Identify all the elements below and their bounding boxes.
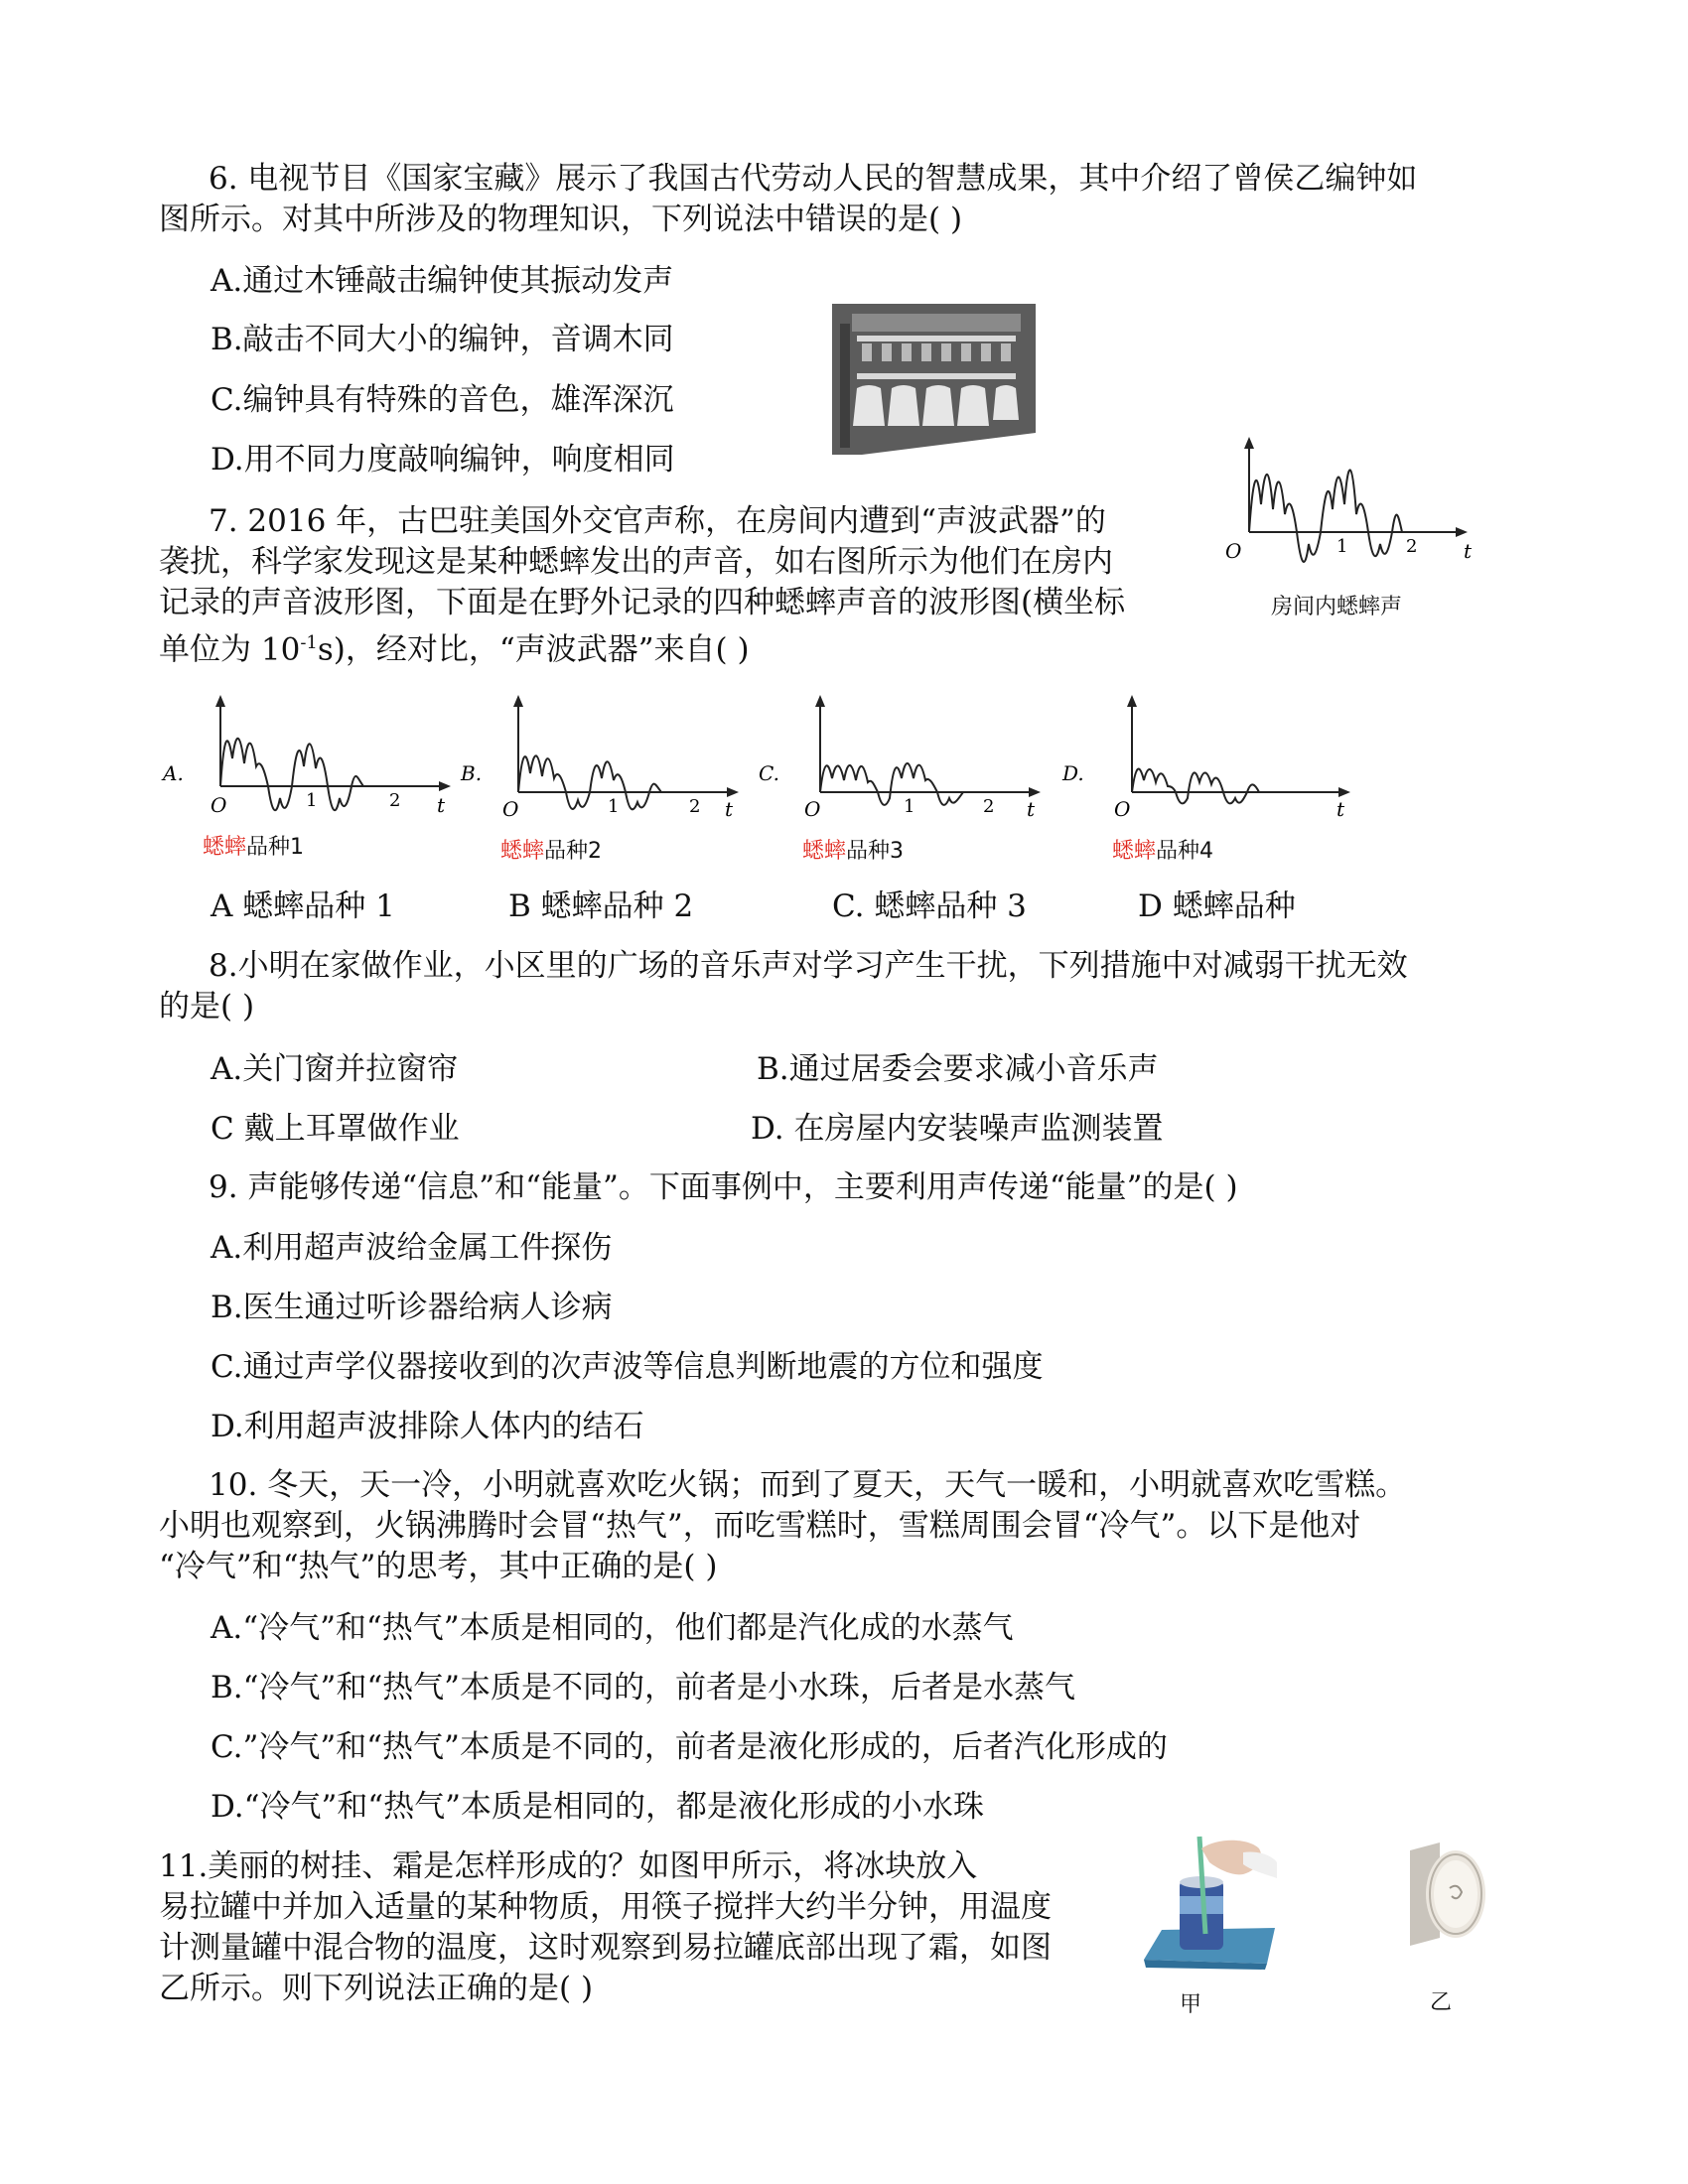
q8-line1: 8.小明在家做作业，小区里的广场的音乐声对学习产生干扰，下列措施中对减弱干扰无效 xyxy=(209,948,1408,984)
room-waveform-graph xyxy=(1219,435,1477,574)
wave-c-label-black: 品种3 xyxy=(846,839,905,864)
fig-right-label: 乙 xyxy=(1430,1990,1453,2015)
q10-option-d: D.“冷气”和“热气”本质是相同的，都是液化形成的小水珠 xyxy=(211,1789,984,1825)
q8-option-b: B.通过居委会要求减小音乐声 xyxy=(757,1051,1159,1087)
room-wave-label: 房间内蟋蟀声 xyxy=(1271,595,1403,619)
room-tick1: 1 xyxy=(1336,536,1348,557)
wave-d-origin: O xyxy=(1114,797,1131,818)
wave-b-label-black: 品种2 xyxy=(544,839,603,864)
q7-line4-post: s)，经对比，“声波武器”来自( ) xyxy=(317,631,750,668)
q6-line2: 图所示。对其中所涉及的物理知识，下列说法中错误的是( ) xyxy=(159,202,963,237)
q9-option-c: C.通过声学仪器接收到的次声波等信息判断地震的方位和强度 xyxy=(211,1349,1044,1385)
chime-bells-photo xyxy=(832,304,1036,455)
wave-c-axis: t xyxy=(1027,797,1036,818)
q7-option-c: C. 蟋蟀品种 3 xyxy=(832,888,1027,924)
q8-option-d: D. 在房屋内安装噪声监测装置 xyxy=(751,1111,1164,1147)
wave-d-label-red: 蟋蟀 xyxy=(1112,839,1157,864)
q7-line4 xyxy=(159,623,750,669)
q7-option-a: A 蟋蟀品种 1 xyxy=(211,888,395,924)
q8-line2: 的是( ) xyxy=(159,989,255,1024)
q6-line1: 6. 电视节目《国家宝藏》展示了我国古代劳动人民的智慧成果，其中介绍了曾侯乙编钟如 xyxy=(209,161,1418,197)
q7-option-d: D 蟋蟀品种 xyxy=(1138,888,1296,924)
q10-line1: 10. 冬天，天一冷，小明就喜欢吃火锅；而到了夏天，天气一暖和，小明就喜欢吃雪糕。 xyxy=(209,1467,1407,1503)
q7-line3: 记录的声音波形图，下面是在野外记录的四种蟋蟀声音的波形图(横坐标 xyxy=(159,585,1126,620)
q11-line2: 易拉罐中并加入适量的某种物质，用筷子搅拌大约半分钟，用温度 xyxy=(159,1889,1052,1925)
wave-c-label xyxy=(802,834,904,865)
wave-d-label xyxy=(1112,834,1213,865)
q9-option-a: A.利用超声波给金属工件探伤 xyxy=(211,1230,613,1266)
wave-a-label-black: 品种1 xyxy=(246,835,305,860)
wave-a-letter: A. xyxy=(163,761,184,785)
q11-line4: 乙所示。则下列说法正确的是( ) xyxy=(159,1971,594,2006)
wave-c-origin: O xyxy=(804,797,821,818)
q7-line4-sup: -1 xyxy=(300,632,318,653)
q11-line1: 11.美丽的树挂、霜是怎样形成的？如图甲所示，将冰块放入 xyxy=(159,1848,978,1884)
q7-line1: 7. 2016 年，古巴驻美国外交官声称，在房间内遭到“声波武器”的 xyxy=(209,503,1106,539)
wave-b-tick1: 1 xyxy=(608,796,620,817)
q10-option-c: C.”冷气”和“热气”本质是不同的，前者是液化形成的，后者汽化形成的 xyxy=(211,1729,1168,1765)
wave-b-tick2: 2 xyxy=(689,796,701,817)
wave-b-label xyxy=(500,834,602,865)
wave-a-origin: O xyxy=(211,793,227,817)
q8-option-a: A.关门窗并拉窗帘 xyxy=(211,1051,459,1087)
wave-d xyxy=(1058,689,1356,818)
q10-option-b: B.“冷气”和“热气”本质是不同的，前者是小水珠，后者是水蒸气 xyxy=(211,1670,1076,1706)
q11-line3: 计测量罐中混合物的温度，这时观察到易拉罐底部出现了霜，如图 xyxy=(159,1930,1052,1966)
q10-option-a: A.“冷气”和“热气”本质是相同的，他们都是汽化成的水蒸气 xyxy=(211,1610,1014,1646)
wave-b xyxy=(457,689,755,818)
q7-line4-pre: 单位为 10 xyxy=(159,631,301,668)
q6-option-c: C.编钟具有特殊的音色，雄浑深沉 xyxy=(211,382,674,418)
wave-a-axis: t xyxy=(437,793,446,817)
q7-option-b: B 蟋蟀品种 2 xyxy=(508,888,694,924)
q6-option-a: A.通过木锤敲击编钟使其振动发声 xyxy=(211,263,674,299)
wave-b-label-red: 蟋蟀 xyxy=(500,839,545,864)
q10-line3: “冷气”和“热气”的思考，其中正确的是( ) xyxy=(159,1549,718,1584)
can-bottom-frost-photo xyxy=(1410,1843,1489,1962)
wave-c-letter: C. xyxy=(759,761,779,785)
wave-c-label-red: 蟋蟀 xyxy=(802,839,847,864)
room-tick2: 2 xyxy=(1406,536,1418,557)
q7-line2: 袭扰，科学家发现这是某种蟋蟀发出的声音，如右图所示为他们在房内 xyxy=(159,544,1113,580)
wave-a-tick2: 2 xyxy=(389,790,401,811)
wave-c-tick2: 2 xyxy=(983,796,995,817)
fig-left-label: 甲 xyxy=(1180,1992,1202,2017)
wave-a-tick1: 1 xyxy=(306,790,318,811)
wave-a xyxy=(159,689,457,818)
q10-line2: 小明也观察到，火锅沸腾时会冒“热气”，而吃雪糕时，雪糕周围会冒“冷气”。以下是他对 xyxy=(159,1508,1361,1544)
room-wave xyxy=(1249,470,1402,562)
wave-c-tick1: 1 xyxy=(904,796,915,817)
wave-c xyxy=(755,689,1053,818)
q9-option-d: D.利用超声波排除人体内的结石 xyxy=(211,1409,644,1444)
wave-a-label xyxy=(203,830,304,861)
wave-b-origin: O xyxy=(502,797,519,818)
room-axis: t xyxy=(1464,539,1473,563)
q9-option-b: B.医生通过听诊器给病人诊病 xyxy=(211,1290,613,1325)
q9-line1: 9. 声能够传递“信息”和“能量”。下面事例中，主要利用声传递“能量”的是( ) xyxy=(209,1169,1238,1205)
q6-option-d: D.用不同力度敲响编钟，响度相同 xyxy=(211,442,675,478)
can-stirring-photo xyxy=(1140,1835,1279,1974)
wave-d-label-black: 品种4 xyxy=(1156,839,1214,864)
wave-d-letter: D. xyxy=(1062,761,1084,785)
wave-b-axis: t xyxy=(725,797,734,818)
wave-b-letter: B. xyxy=(461,761,483,785)
wave-a-label-red: 蟋蟀 xyxy=(203,835,247,860)
wave-d-axis: t xyxy=(1336,797,1345,818)
room-origin: O xyxy=(1225,539,1242,563)
q8-option-c: C 戴上耳罩做作业 xyxy=(211,1111,460,1147)
q6-option-b: B.敲击不同大小的编钟，音调木同 xyxy=(211,322,674,357)
